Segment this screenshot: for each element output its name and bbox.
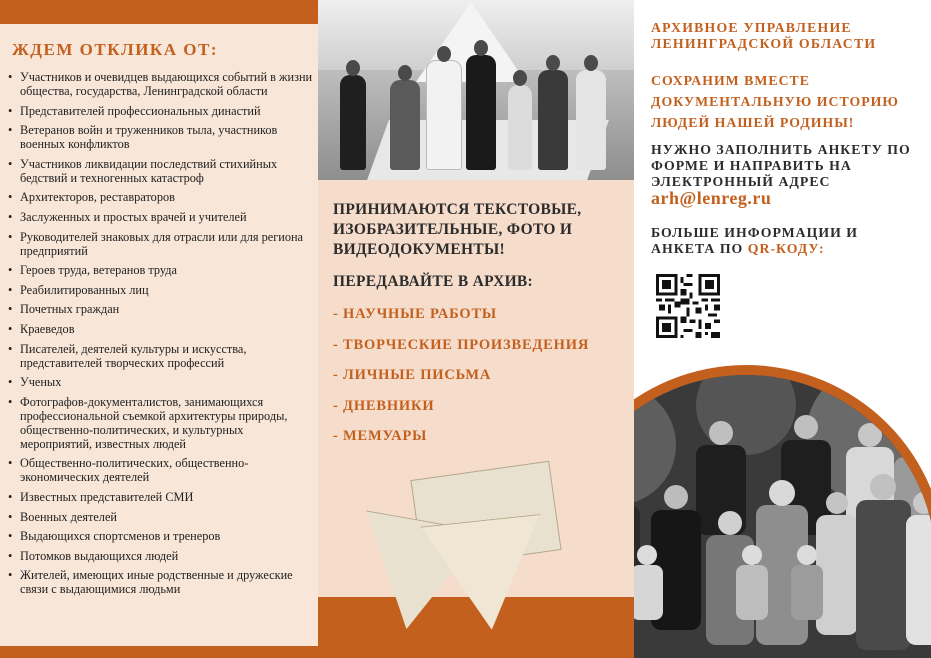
accepted-documents-text: ПРИНИМАЮТСЯ ТЕКСТОВЫЕ, ИЗОБРАЗИТЕЛЬНЫЕ, ФОТО И ВИДЕОДОКУМЕНТЫ!	[333, 201, 582, 258]
list-item: - ЛИЧНЫЕ ПИСЬМА	[333, 367, 492, 383]
list-item: - НАУЧНЫЕ РАБОТЫ	[333, 306, 497, 322]
organization-name: АРХИВНОЕ УПРАВЛЕНИЕ ЛЕНИНГРАДСКОЙ ОБЛАСТИ	[651, 20, 877, 51]
photo-figure	[508, 85, 532, 170]
family-photo-figures	[634, 375, 931, 658]
list-item: • Краеведов	[8, 322, 314, 336]
list-item: - ДНЕВНИКИ	[333, 397, 435, 414]
list-item: • Героев труда, ветеранов труда	[8, 263, 314, 277]
list-item: • Участников ликвидации последствий стихийных бедствий и техногенных катастроф	[8, 157, 314, 185]
list-item: - ТВОРЧЕСКИЕ ПРОИЗВЕДЕНИЯ	[333, 336, 590, 353]
target-audience-list	[8, 70, 314, 602]
list-item: • Известных представителей СМИ	[8, 490, 314, 504]
photo-figure	[576, 70, 606, 170]
list-item: • Общественно-политических, общественно-экономических деятелей	[8, 456, 314, 484]
family-photo	[634, 365, 931, 658]
transfer-heading: ПЕРЕДАВАЙТЕ В АРХИВ:	[333, 273, 534, 290]
email-link[interactable]: arh@lenreg.ru	[651, 188, 772, 208]
list-item: • Представителей профессиональных династий	[8, 104, 314, 118]
list-item: • Руководителей знаковых для отрасли или для региона предприятий	[8, 230, 314, 258]
list-item: • Писателей, деятелей культуры и искусства, представителей творческих профессий	[8, 342, 314, 370]
slogan: СОХРАНИМ ВМЕСТЕ ДОКУМЕНТАЛЬНУЮ ИСТОРИЮ ЛЮДЕЙ НАШЕЙ РОДИНЫ!	[651, 73, 899, 130]
list-item: • Участников и очевидцев выдающихся событий в жизни общества, государства, Ленинградской области	[8, 70, 314, 98]
photo-figure	[340, 75, 366, 170]
top-accent-bar	[0, 0, 318, 24]
list-item: • Потомков выдающихся людей	[8, 549, 314, 563]
list-item: • Архитекторов, реставраторов	[8, 190, 314, 204]
middle-panel	[318, 0, 634, 658]
right-panel	[634, 0, 931, 658]
photo-bride	[426, 60, 462, 170]
photo-figure	[390, 80, 420, 170]
list-item: • Реабилитированных лиц	[8, 283, 314, 297]
list-item: • Ученых	[8, 375, 314, 389]
transfer-list	[333, 306, 589, 459]
war-letters-image	[346, 460, 576, 640]
list-item: • Жителей, имеющих иные родственные и дружеские связи с выдающимися людьми	[8, 568, 314, 596]
qr-label: QR-КОДУ:	[747, 241, 825, 256]
list-item: - МЕМУАРЫ	[333, 428, 428, 444]
list-item: • Почетных граждан	[8, 302, 314, 316]
more-info-label: БОЛЬШЕ ИНФОРМАЦИИ И АНКЕТА ПО	[651, 225, 859, 256]
list-item: • Выдающихся спортсменов и тренеров	[8, 529, 314, 543]
list-item: • Заслуженных и простых врачей и учителей	[8, 210, 314, 224]
bottom-accent-bar	[0, 646, 318, 658]
wedding-photo	[318, 0, 634, 180]
left-panel	[0, 0, 318, 658]
photo-figure	[538, 70, 568, 170]
response-heading: ЖДЕМ ОТКЛИКА ОТ:	[12, 40, 218, 59]
more-info-text	[651, 225, 926, 257]
qr-code-icon[interactable]	[656, 274, 720, 338]
list-item: • Военных деятелей	[8, 510, 314, 524]
photo-groom	[466, 55, 496, 170]
list-item: • Ветеранов войн и труженников тыла, участников военных конфликтов	[8, 123, 314, 151]
instructions-text: НУЖНО ЗАПОЛНИТЬ АНКЕТУ ПО ФОРМЕ И НАПРАВИТЬ НА ЭЛЕКТРОННЫЙ АДРЕС	[651, 142, 911, 189]
list-item: • Фотографов-документалистов, занимающихся профессиональной съемкой архитектуры природы, общественно-политических, и культурных мероприятий, известных людей	[8, 395, 314, 451]
